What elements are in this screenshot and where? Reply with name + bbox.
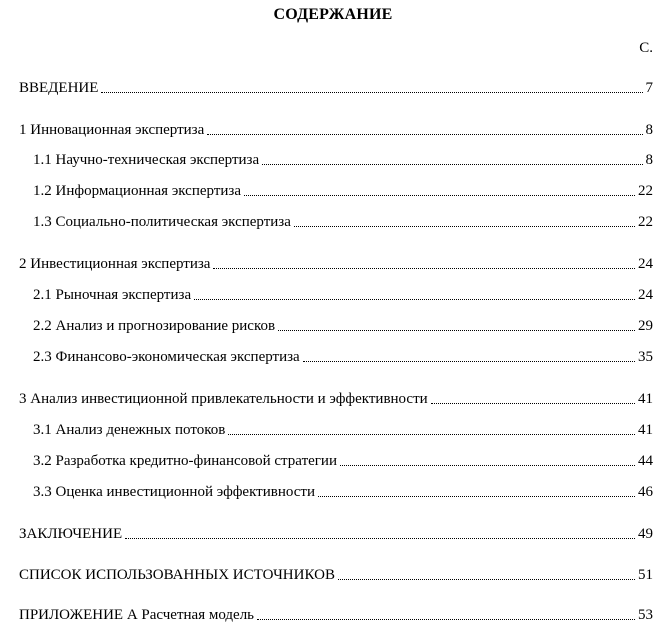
toc-entry-label: 1.2 Информационная экспертиза [33,183,241,199]
toc-entry-section-2-2[interactable] [33,317,653,335]
toc-entry-label: 2.2 Анализ и прогнозирование рисков [33,318,276,334]
toc-entry-page: 35 [638,349,653,365]
toc-entry-section-2-3[interactable] [33,348,653,366]
dot-leader [262,164,642,165]
toc-entry-page: 22 [638,183,653,199]
toc-entry-section-3-3[interactable] [33,483,653,501]
toc-entry-label: СПИСОК ИСПОЛЬЗОВАННЫХ ИСТОЧНИКОВ [19,567,335,583]
toc-entry-section-1-3[interactable] [33,213,653,231]
toc-entry-label: ПРИЛОЖЕНИЕ А Расчетная модель [19,607,255,623]
toc-entry-label: 1.3 Социально-политическая экспертиза [33,214,291,230]
toc-entry-label: 2 Инвестиционная экспертиза [19,256,211,272]
toc-entry-label: 2.1 Рыночная экспертиза [33,287,192,303]
toc-entry-label: ЗАКЛЮЧЕНИЕ [19,526,123,542]
toc-entry-page: 51 [638,567,653,583]
dot-leader [228,434,635,435]
toc-entry-page: 24 [638,256,653,272]
toc-entry-page: 8 [645,122,653,138]
toc-entry-section-3-1[interactable] [33,421,653,439]
toc-entry-section-2-1[interactable] [33,286,653,304]
dot-leader [194,299,635,300]
toc-entry-chapter-2[interactable] [19,255,653,273]
dot-leader [207,134,642,135]
toc-entry-page: 53 [638,607,653,623]
dot-leader [338,579,635,580]
toc-entry-page: 8 [645,152,653,168]
toc-entry-references[interactable] [19,566,653,584]
toc-entry-label: 1 Инновационная экспертиза [19,122,205,138]
dot-leader [278,330,635,331]
toc-entry-page: 7 [645,80,653,96]
toc-entry-page: 49 [638,526,653,542]
toc-entry-section-1-2[interactable] [33,182,653,200]
dot-leader [125,538,635,539]
toc-entry-label: 3 Анализ инвестиционной привлекательности и эффективности [19,391,428,407]
dot-leader [318,496,635,497]
toc-entry-page: 44 [638,453,653,469]
toc-entry-label: 1.1 Научно-техническая экспертиза [33,152,260,168]
toc-entry-chapter-3[interactable] [19,390,653,408]
toc-entry-page: 22 [638,214,653,230]
toc-entry-introduction[interactable] [19,79,653,97]
page-column-header: С. [639,40,653,56]
dot-leader [303,361,635,362]
toc-entry-page: 29 [638,318,653,334]
toc-entry-section-3-2[interactable] [33,452,653,470]
toc-entry-label: 2.3 Финансово-экономическая экспертиза [33,349,300,365]
toc-entry-conclusion[interactable] [19,525,653,543]
toc-entry-label: 3.1 Анализ денежных потоков [33,422,226,438]
dot-leader [257,619,635,620]
toc-entry-label: 3.3 Оценка инвестиционной эффективности [33,484,315,500]
dot-leader [431,403,635,404]
toc-entry-appendix-a[interactable] [19,606,653,624]
dot-leader [294,226,635,227]
toc-entry-page: 24 [638,287,653,303]
dot-leader [101,92,642,93]
dot-leader [213,268,635,269]
toc-entry-section-1-1[interactable] [33,151,653,169]
toc-entry-label: ВВЕДЕНИЕ [19,80,99,96]
toc-title: СОДЕРЖАНИЕ [273,6,393,23]
dot-leader [340,465,635,466]
dot-leader [244,195,635,196]
toc-entry-page: 41 [638,391,653,407]
toc-entry-page: 46 [638,484,653,500]
toc-entry-chapter-1[interactable] [19,121,653,139]
toc-entry-page: 41 [638,422,653,438]
toc-entry-label: 3.2 Разработка кредитно-финансовой стратегии [33,453,337,469]
